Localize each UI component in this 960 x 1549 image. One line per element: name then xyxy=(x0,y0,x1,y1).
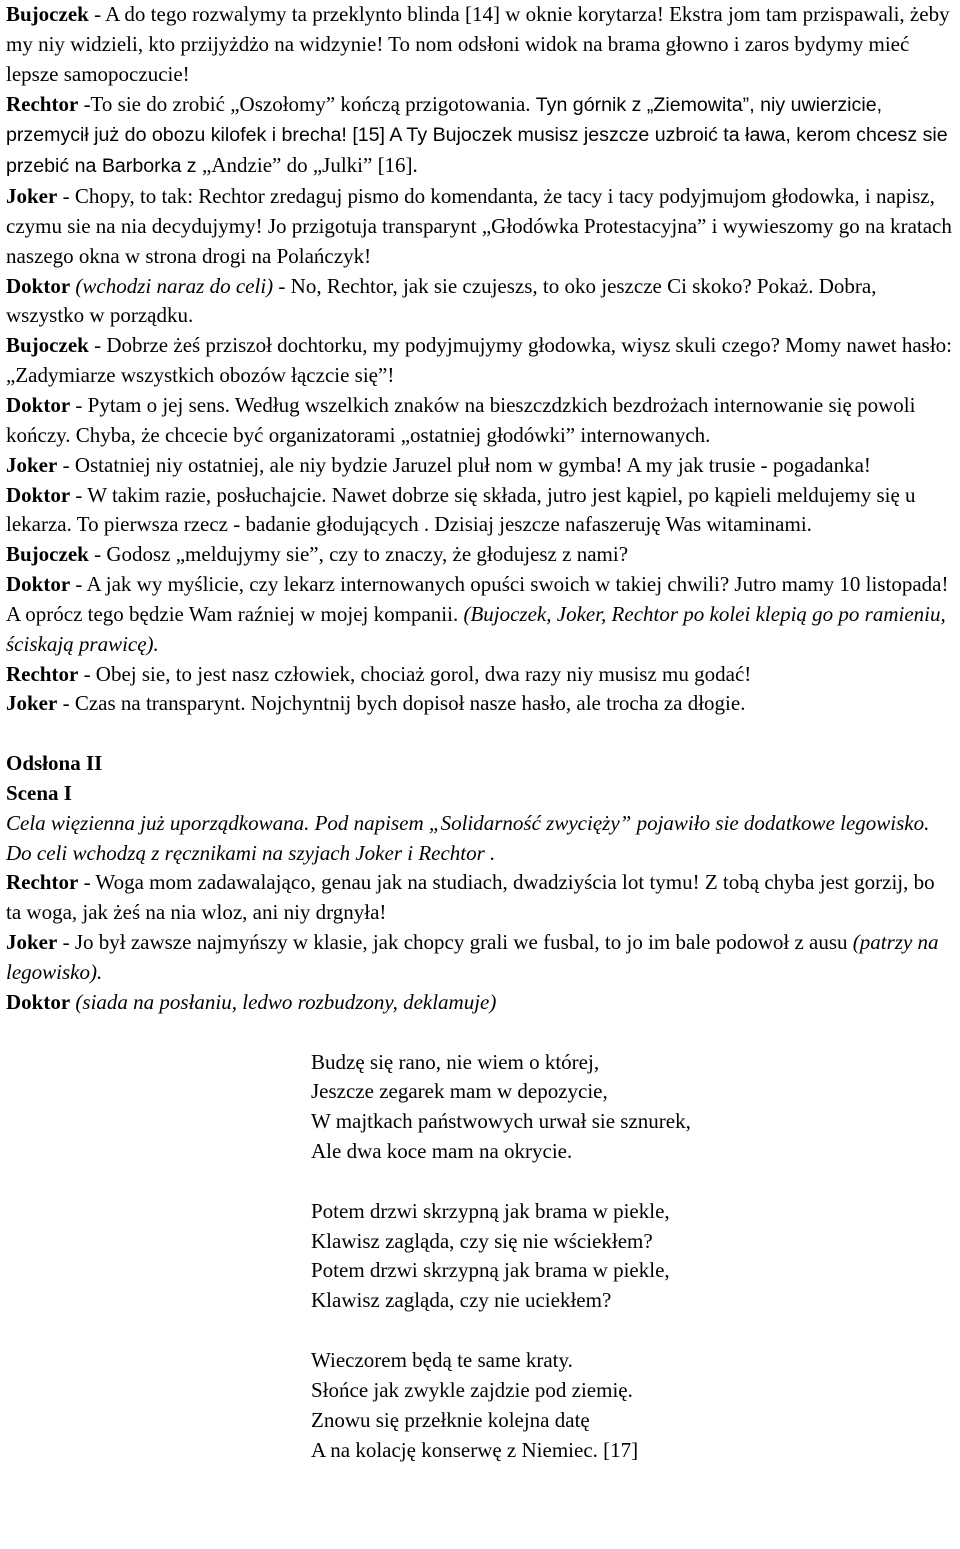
dialogue-text: - Czas na transparynt. Nojchyntnij bych dopisoł nasze hasło, ale trocha za dłogie. xyxy=(57,691,746,716)
speaker-name: Doktor xyxy=(6,989,71,1014)
poem-line: Słońce jak zwykle zajdzie pod ziemię. xyxy=(311,1377,633,1402)
poem-line: Potem drzwi skrzypną jak brama w piekle, xyxy=(311,1258,670,1283)
dialogue-paragraph xyxy=(6,331,954,391)
poem-stanza xyxy=(311,1346,954,1465)
dialogue-text: - Ostatniej niy ostatniej, ale niy bydzie Jaruzel pluł nom w gymba! A my jak trusie - pogadanka! xyxy=(57,452,871,477)
poem-spacer xyxy=(6,1018,954,1048)
dialogue-paragraph xyxy=(6,809,954,869)
dialogue-paragraph xyxy=(6,0,954,90)
poem-line: Budzę się rano, nie wiem o której, xyxy=(311,1049,600,1074)
dialogue-text: Tyn górnik z „Ziemowita”, niy uwierzicie, przemycił już do obozu kilofek i brecha! [15] A Ty Bujoczek musisz jeszcze uzbroić ta ława, kerom chcesz sie przebić na Barborka z xyxy=(6,93,948,178)
act-heading: Odsłona II xyxy=(6,751,103,776)
stage-direction: (Bujoczek, Joker, Rechtor po kolei klepią go po ramieniu, ściskają prawicę). xyxy=(6,601,946,656)
dialogue-text: -To sie do zrobić „Oszołomy” kończą przigotowania. xyxy=(78,91,536,116)
poem xyxy=(311,1048,954,1466)
dialogue-paragraph xyxy=(6,90,954,183)
poem-stanza xyxy=(311,1048,954,1167)
poem-line: Jeszcze zegarek mam w depozycie, xyxy=(311,1079,608,1104)
speaker-name: Doktor xyxy=(6,273,71,298)
speaker-name: Joker xyxy=(6,930,58,955)
dialogue-text: - Obej sie, to jest nasz człowiek, chociaż gorol, dwa razy niy musisz mu godać! xyxy=(78,661,752,686)
dialogue-text: „Andzie” do „Julki” [16]. xyxy=(202,153,418,178)
dialogue-paragraph xyxy=(6,689,954,719)
dialogue-paragraph xyxy=(6,540,954,570)
poem-line: W majtkach państwowych urwał sie sznurek, xyxy=(311,1109,691,1134)
dialogue-text: - Jo był zawsze najmyńszy w klasie, jak chopcy grali we fusbal, to jo im bale podowoł z ausu xyxy=(57,930,853,955)
poem-line: Wieczorem będą te same kraty. xyxy=(311,1347,573,1372)
speaker-name: Doktor xyxy=(6,572,71,597)
dialogue-text: - Pytam o jej sens. Według wszelkich znaków na bieszczdzkich bezdrożach internowanie się powoli kończy. Chyba, że chcecie być organizatorami „ostatniej głodówki” internowanych. xyxy=(6,392,916,447)
dialogue-paragraph xyxy=(6,451,954,481)
stanza-spacer xyxy=(311,1167,954,1197)
dialogue-paragraph xyxy=(6,988,954,1018)
speaker-name: Rechtor xyxy=(6,661,79,686)
dialogue-text: - Godosz „meldujymy sie”, czy to znaczy, że głodujesz z nami? xyxy=(88,542,629,567)
speaker-name: Joker xyxy=(6,452,58,477)
dialogue-text: - Woga mom zadawalająco, genau jak na studiach, dwadziyścia lot tymu! Z tobą chyba jest gorzij, bo ta woga, jak żeś na nia wloz, ani niy drgnyła! xyxy=(6,870,935,925)
poem-line: Potem drzwi skrzypną jak brama w piekle, xyxy=(311,1198,670,1223)
section-spacer xyxy=(6,719,954,749)
dialogue-text: - W takim razie, posłuchajcie. Nawet dobrze się składa, jutro jest kąpiel, po kąpieli meldujemy się u lekarza. To pierwsza rzecz - badanie głodujących . Dzisiaj jeszcze nafaszeruję Was witaminami. xyxy=(6,482,916,537)
poem-stanza xyxy=(311,1197,954,1316)
poem-line: Znowu się przełknie kolejna datę xyxy=(311,1407,590,1432)
dialogue-paragraph xyxy=(6,481,954,541)
dialogue-paragraph xyxy=(6,391,954,451)
stage-direction: (siada na posłaniu, ledwo rozbudzony, deklamuje) xyxy=(70,989,497,1014)
stage-direction: (patrzy na legowisko). xyxy=(6,930,939,984)
poem-line: Klawisz zagląda, czy się nie wściekłem? xyxy=(311,1228,653,1253)
dialogue-paragraph xyxy=(6,570,954,660)
speaker-name: Doktor xyxy=(6,482,71,507)
speaker-name: Rechtor xyxy=(6,870,79,895)
dialogue-text: - Dobrze żeś prziszoł dochtorku, my podyjmujymy głodowka, wiysz skuli czego? Momy nawet hasło: „Zadymiarze wszystkich obozów łączcie się”! xyxy=(6,333,952,388)
speaker-name: Joker xyxy=(6,184,58,209)
stage-direction: (wchodzi naraz do celi) xyxy=(70,273,274,298)
speaker-name: Rechtor xyxy=(6,91,79,116)
dialogue-text: - A do tego rozwalymy ta przeklynto blinda [14] w oknie korytarza! Ekstra jom tam przispawali, żeby my niy widzieli, kto przijyżdżo na widzynie! To nom odsłoni widok na brama głowno i zaros bydymy mieć lepsze samopoczucie! xyxy=(6,2,950,86)
poem-line: Klawisz zagląda, czy nie uciekłem? xyxy=(311,1288,612,1313)
stanza-spacer xyxy=(311,1316,954,1346)
poem-line: Ale dwa koce mam na okrycie. xyxy=(311,1139,573,1164)
dialogue-paragraph xyxy=(6,272,954,332)
dialogue-text: - Chopy, to tak: Rechtor zredaguj pismo do komendanta, że tacy i tacy podyjmujom głodowka, i napisz, czymu sie na nia decydujymy! Jo przigotuja transparynt „Głodówka Protestacyjna” i wywieszomy go na kratach naszego okna w strona drogi na Polańczyk! xyxy=(6,184,952,268)
dialogue-section-top xyxy=(6,0,954,719)
dialogue-text: - No, Rechtor, jak sie czujeszs, to oko jeszcze Ci skoko? Pokaż. Dobra, wszystko w porządku. xyxy=(6,273,877,328)
dialogue-text: - A jak wy myślicie, czy lekarz internowanych opuści swoich w takiej chwili? Jutro mamy 10 listopada! A oprócz tego będzie Wam raźniej w mojej kompanii. xyxy=(6,572,949,626)
poem-line: A na kolację konserwę z Niemiec. [17] xyxy=(311,1437,639,1462)
dialogue-paragraph xyxy=(6,660,954,690)
dialogue-paragraph xyxy=(6,868,954,928)
speaker-name: Doktor xyxy=(6,392,71,417)
dialogue-section-bottom xyxy=(6,809,954,1018)
stage-direction: Cela więzienna już uporządkowana. Pod napisem „Solidarność zwycięży” pojawiło sie dodatkowe legowisko. Do celi wchodzą z ręcznikami na szyjach Joker i Rechtor . xyxy=(6,810,930,865)
speaker-name: Bujoczek xyxy=(6,542,89,567)
scene-heading: Scena I xyxy=(6,780,72,805)
speaker-name: Bujoczek xyxy=(6,2,89,26)
dialogue-paragraph xyxy=(6,182,954,272)
dialogue-paragraph xyxy=(6,928,954,988)
speaker-name: Joker xyxy=(6,691,58,716)
speaker-name: Bujoczek xyxy=(6,333,89,358)
